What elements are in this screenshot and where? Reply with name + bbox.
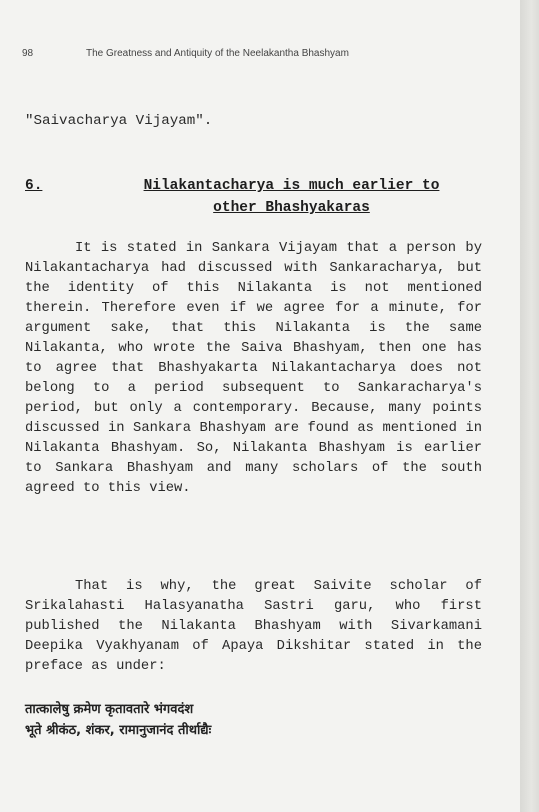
- next-page-edge: [520, 0, 539, 812]
- section-title-line-2: other Bhashyakaras: [213, 200, 370, 216]
- paragraph-2: That is why, the great Saivite scholar of Srikalahasti Halasyanatha Sastri garu, who first published the Nilakanta Bhashyam with Sivarkamani Deepika Vyakhyanam of Apaya Dikshitar stated in the preface as under:: [25, 579, 482, 674]
- lead-text: "Saivacharya Vijayam".: [25, 113, 213, 129]
- running-header: [22, 48, 502, 59]
- sanskrit-verse-line-2: भूते श्रीकंठ, शंकर, रामानुजानंद तीर्थाद्यैः: [25, 723, 212, 738]
- section-heading: [25, 175, 480, 219]
- page-number: 98: [22, 48, 34, 59]
- sanskrit-verse-line-1: तात्कालेषु क्रमेण कृतावतारे भंगवदंश: [25, 702, 194, 717]
- section-title-line-1: Nilakantacharya is much earlier to: [143, 178, 440, 194]
- section-number: 6.: [25, 178, 43, 194]
- running-title: The Greatness and Antiquity of the Neelakantha Bhashyam: [86, 48, 349, 59]
- paragraph-1: It is stated in Sankara Vijayam that a person by Nilakantacharya had discussed with Sankaracharya, but the identity of this Nilakanta is not mentioned therein. Therefore even if we agree for a minute, for argument sake, that this Nilakanta is the same Nilakanta, who wrote the Saiva Bhashyam, then one has to agree that Bhashyakarta Nilakantacharya does not belong to a period subsequent to Sankaracharya's period, but only a contemporary. Because, many points discussed in Sankara Bhashyam are found as mentioned in Nilakanta Bhashyam. So, Nilakanta Bhashyam is earlier to Sankara Bhashyam and many scholars of the south agreed to this view.: [25, 241, 482, 496]
